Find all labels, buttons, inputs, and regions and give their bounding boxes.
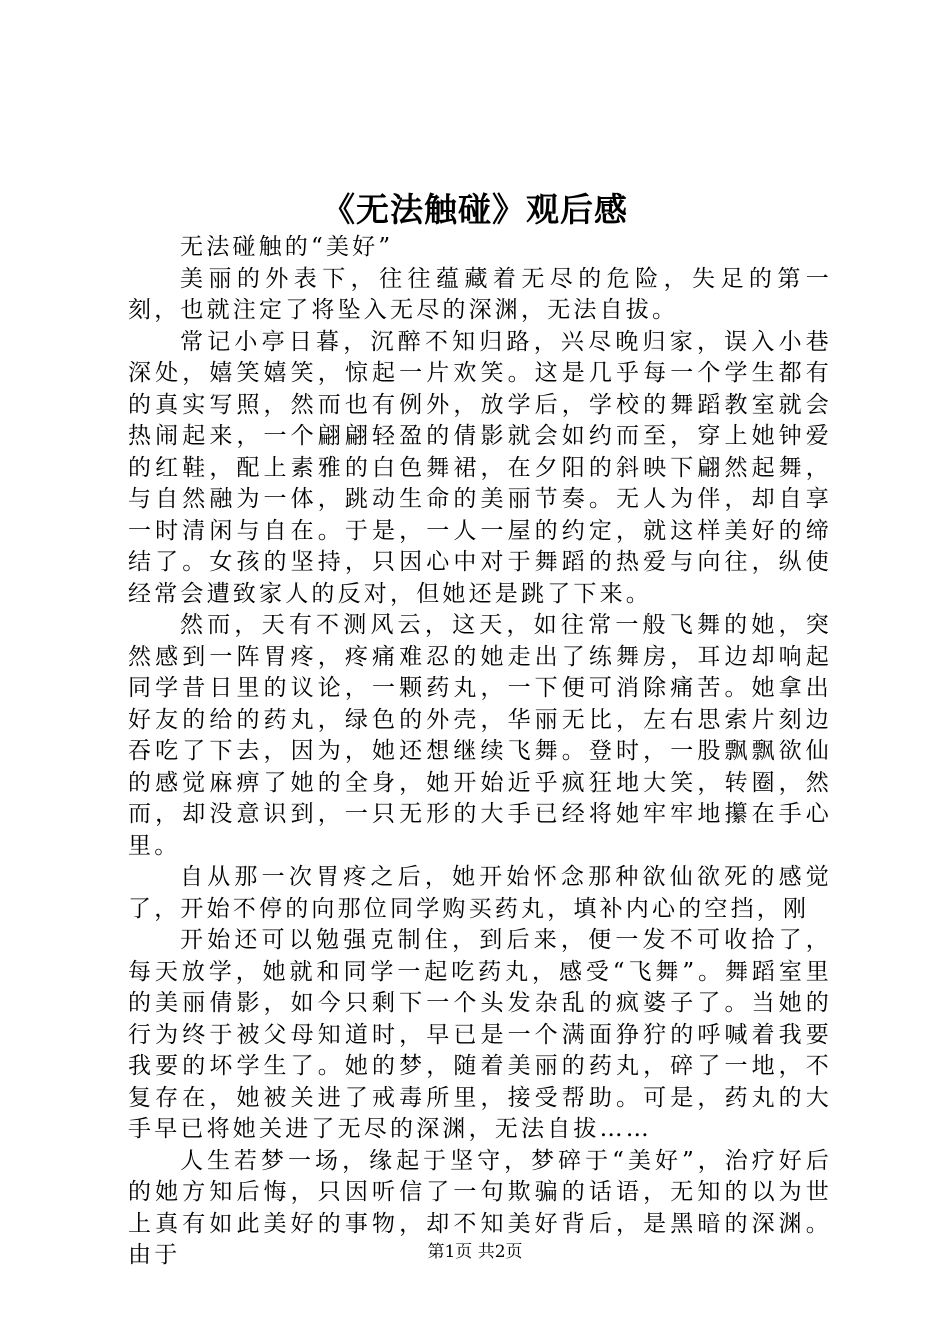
page-footer: 第1页 共2页 [427, 1242, 523, 1262]
paragraph: 自从那一次胃疼之后，她开始怀念那种欲仙欲死的感觉了，开始不停的向那位同学购买药丸，填补内心的空挡，刚 [128, 864, 832, 922]
document-body [128, 232, 832, 1272]
paragraph: 常记小亭日暮，沉醉不知归路，兴尽晚归家，误入小巷深处，嬉笑嬉笑，惊起一片欢笑。这是几乎每一个学生都有的真实写照，然而也有例外，放学后，学校的舞蹈教室就会热闹起来，一个翩翩轻盈的倩影就会如约而至，穿上她钟爱的红鞋，配上素雅的白色舞裙，在夕阳的斜映下翩然起舞，与自然融为一体，跳动生命的美丽节奏。无人为伴，却自享一时清闲与自在。于是，一人一屋的约定，就这样美好的缔结了。女孩的坚持，只因心中对于舞蹈的热爱与向往，纵使经常会遭致家人的反对，但她还是跳了下来。 [128, 328, 832, 607]
paragraph: 美丽的外表下，往往蕴藏着无尽的危险，失足的第一刻，也就注定了将坠入无尽的深渊，无法自拔。 [128, 265, 832, 323]
paragraph: 然而，天有不测风云，这天，如往常一般飞舞的她，突然感到一阵胃疼，疼痛难忍的她走出了练舞房，耳边却响起同学昔日里的议论，一颗药丸，一下便可消除痛苦。她拿出好友的给的药丸，绿色的外壳，华丽无比，左右思索片刻边吞吃了下去，因为，她还想继续飞舞。登时，一股飘飘欲仙的感觉麻痹了她的全身，她开始近乎疯狂地大笑，转圈，然而，却没意识到，一只无形的大手已经将她牢牢地攥在手心里。 [128, 612, 832, 859]
paragraph: 开始还可以勉强克制住，到后来，便一发不可收拾了，每天放学，她就和同学一起吃药丸，感受“飞舞”。舞蹈室里的美丽倩影，如今只剩下一个头发杂乱的疯婆子了。当她的行为终于被父母知道时，早已是一个满面狰狞的呼喊着我要我要的坏学生了。她的梦，随着美丽的药丸，碎了一地，不复存在，她被关进了戒毒所里，接受帮助。可是，药丸的大手早已将她关进了无尽的深渊，无法自拔…… [128, 927, 832, 1142]
document-title: 《无法触碰》观后感 [322, 190, 628, 229]
paragraph: 人生若梦一场，缘起于坚守，梦碎于“美好”，治疗好后的她方知后悔，只因听信了一句欺骗的话语，无知的以为世上真有如此美好的事物，却不知美好背后，是黑暗的深渊。由于 [128, 1147, 832, 1268]
paragraph-subtitle: 无法碰触的“美好” [180, 234, 394, 260]
